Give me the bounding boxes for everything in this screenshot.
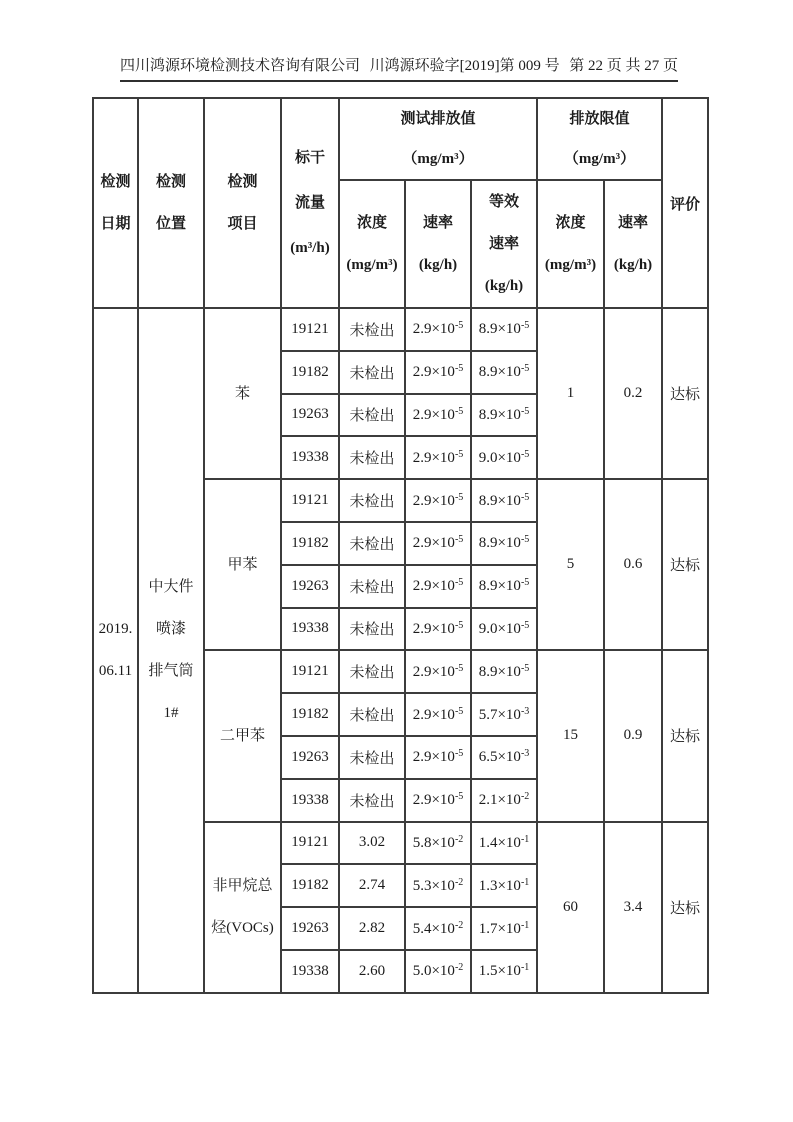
rate-exponent: -2 <box>454 833 464 845</box>
rate-cell <box>405 522 471 565</box>
flow-cell: 19182 <box>281 864 339 907</box>
evaluation-cell: 达标 <box>662 479 708 650</box>
evaluation-cell: 达标 <box>662 308 708 479</box>
item-line: 非甲烷总 <box>212 878 273 895</box>
rate-value: 2.9×10 <box>412 749 455 766</box>
doc-number: 川鸿源环验字[2019]第 009 号 <box>369 58 560 74</box>
page-header <box>120 54 678 82</box>
equiv-cell <box>471 650 537 693</box>
flow-cell: 19182 <box>281 351 339 394</box>
header-line: （mg/m³） <box>563 151 636 167</box>
header-line: 浓度 <box>356 215 387 231</box>
rate-value: 2.9×10 <box>412 321 455 338</box>
equiv-value: 6.5×10 <box>478 749 521 766</box>
item-cell <box>204 308 281 479</box>
rate-value: 2.9×10 <box>412 578 455 595</box>
col-header-date <box>93 98 138 308</box>
item-line: 烃(VOCs) <box>211 920 274 937</box>
conc-cell: 未检出 <box>339 479 405 522</box>
rate-cell <box>405 565 471 608</box>
rate-cell <box>405 650 471 693</box>
equiv-value: 2.1×10 <box>478 792 521 809</box>
rate-cell <box>405 693 471 736</box>
equiv-value: 8.9×10 <box>478 535 521 552</box>
date-cell <box>93 308 138 993</box>
flow-cell: 19338 <box>281 779 339 822</box>
item-cell <box>204 479 281 650</box>
header-line: 检测 <box>100 174 131 190</box>
company-name: 四川鸿源环境检测技术咨询有限公司 <box>120 58 361 74</box>
location-line: 喷漆 <box>155 621 186 638</box>
equiv-cell <box>471 351 537 394</box>
header-line: (m³/h) <box>290 239 330 256</box>
header-line: (kg/h) <box>418 257 458 273</box>
equiv-exponent: -3 <box>520 705 530 717</box>
item-line: 二甲苯 <box>219 727 265 744</box>
equiv-cell <box>471 779 537 822</box>
rate-exponent: -5 <box>454 534 464 546</box>
conc-cell: 未检出 <box>339 308 405 351</box>
equiv-cell <box>471 736 537 779</box>
header-line: 日期 <box>100 216 131 232</box>
col-header-limit-conc <box>537 180 604 308</box>
equiv-cell <box>471 394 537 437</box>
header-line: （mg/m³） <box>402 151 474 167</box>
equiv-cell <box>471 950 537 993</box>
flow-cell: 19263 <box>281 907 339 950</box>
rate-exponent: -5 <box>454 791 464 803</box>
limit-conc-cell: 15 <box>537 650 604 821</box>
col-header-flow <box>281 98 339 308</box>
rate-cell <box>405 436 471 479</box>
rate-value: 5.0×10 <box>412 963 455 980</box>
rate-value: 2.9×10 <box>412 663 455 680</box>
equiv-exponent: -5 <box>520 320 530 332</box>
equiv-value: 8.9×10 <box>478 492 521 509</box>
col-header-location <box>138 98 204 308</box>
equiv-exponent: -5 <box>520 491 530 503</box>
col-header-test-conc <box>339 180 405 308</box>
flow-cell: 19338 <box>281 608 339 651</box>
equiv-cell <box>471 693 537 736</box>
equiv-value: 9.0×10 <box>478 449 521 466</box>
conc-cell: 未检出 <box>339 608 405 651</box>
conc-cell: 2.60 <box>339 950 405 993</box>
rate-value: 5.4×10 <box>412 920 455 937</box>
location-line: 中大件 <box>148 579 194 596</box>
limit-conc-cell: 1 <box>537 308 604 479</box>
header-line: 流量 <box>294 194 325 211</box>
equiv-exponent: -3 <box>520 748 530 760</box>
conc-cell: 未检出 <box>339 779 405 822</box>
equiv-value: 9.0×10 <box>478 620 521 637</box>
rate-cell <box>405 351 471 394</box>
flow-cell: 19338 <box>281 436 339 479</box>
page-info: 第 22 页 共 27 页 <box>569 58 678 74</box>
rate-value: 2.9×10 <box>412 792 455 809</box>
rate-exponent: -5 <box>454 662 464 674</box>
header-line: 排放限值 <box>569 111 630 127</box>
rate-value: 2.9×10 <box>412 706 455 723</box>
equiv-cell <box>471 565 537 608</box>
rate-cell <box>405 864 471 907</box>
rate-cell <box>405 736 471 779</box>
conc-cell: 未检出 <box>339 436 405 479</box>
limit-rate-cell: 3.4 <box>604 822 662 993</box>
location-line: 1# <box>163 705 179 722</box>
item-line: 甲苯 <box>227 556 258 573</box>
header-line: 浓度 <box>555 215 586 231</box>
equiv-exponent: -1 <box>520 833 530 845</box>
rate-value: 2.9×10 <box>412 535 455 552</box>
col-header-item <box>204 98 281 308</box>
header-line: 等效 <box>488 194 519 210</box>
rate-exponent: -5 <box>454 705 464 717</box>
rate-exponent: -5 <box>454 619 464 631</box>
equiv-value: 8.9×10 <box>478 321 521 338</box>
header-line: 位置 <box>155 216 186 232</box>
header-row-1 <box>93 98 708 180</box>
col-header-evaluation: 评价 <box>662 98 708 308</box>
equiv-value: 8.9×10 <box>478 578 521 595</box>
rate-cell <box>405 479 471 522</box>
header-line: 标干 <box>294 149 325 166</box>
rate-exponent: -5 <box>454 405 464 417</box>
conc-cell: 未检出 <box>339 565 405 608</box>
header-line: (mg/m³) <box>346 257 398 273</box>
item-cell <box>204 650 281 821</box>
rate-exponent: -2 <box>454 876 464 888</box>
flow-cell: 19121 <box>281 822 339 865</box>
flow-cell: 19182 <box>281 693 339 736</box>
equiv-exponent: -5 <box>520 534 530 546</box>
item-line: 苯 <box>234 385 250 402</box>
conc-cell: 未检出 <box>339 650 405 693</box>
header-line: 项目 <box>227 216 258 232</box>
col-header-test-rate <box>405 180 471 308</box>
equiv-value: 8.9×10 <box>478 364 521 381</box>
equiv-value: 8.9×10 <box>478 406 521 423</box>
item-cell <box>204 822 281 993</box>
header-line: (kg/h) <box>613 257 653 273</box>
col-header-test-equiv <box>471 180 537 308</box>
conc-cell: 未检出 <box>339 351 405 394</box>
rate-value: 2.9×10 <box>412 364 455 381</box>
equiv-exponent: -5 <box>520 363 530 375</box>
flow-cell: 19121 <box>281 308 339 351</box>
conc-cell: 未检出 <box>339 394 405 437</box>
table-row <box>93 308 708 351</box>
equiv-exponent: -1 <box>520 919 530 931</box>
date-line: 06.11 <box>98 663 133 680</box>
rate-value: 5.8×10 <box>412 834 455 851</box>
rate-cell <box>405 907 471 950</box>
limit-rate-cell: 0.6 <box>604 479 662 650</box>
limit-rate-cell: 0.9 <box>604 650 662 821</box>
header-line: 速率 <box>488 236 519 252</box>
conc-cell: 2.82 <box>339 907 405 950</box>
equiv-value: 1.5×10 <box>478 963 521 980</box>
evaluation-cell: 达标 <box>662 822 708 993</box>
rate-value: 5.3×10 <box>412 877 455 894</box>
emission-test-table <box>92 97 709 994</box>
flow-cell: 19121 <box>281 479 339 522</box>
conc-cell: 3.02 <box>339 822 405 865</box>
col-header-limit-group <box>537 98 662 180</box>
equiv-cell <box>471 608 537 651</box>
header-line: 测试排放值 <box>400 111 476 127</box>
rate-exponent: -5 <box>454 577 464 589</box>
equiv-exponent: -5 <box>520 448 530 460</box>
equiv-exponent: -5 <box>520 577 530 589</box>
rate-value: 2.9×10 <box>412 449 455 466</box>
equiv-cell <box>471 522 537 565</box>
header-line: 检测 <box>155 174 186 190</box>
limit-conc-cell: 60 <box>537 822 604 993</box>
header-line: 速率 <box>617 215 648 231</box>
col-header-limit-rate <box>604 180 662 308</box>
flow-cell: 19338 <box>281 950 339 993</box>
equiv-exponent: -1 <box>520 962 530 974</box>
col-header-test-group <box>339 98 537 180</box>
flow-cell: 19263 <box>281 394 339 437</box>
equiv-cell <box>471 479 537 522</box>
rate-value: 2.9×10 <box>412 492 455 509</box>
evaluation-cell: 达标 <box>662 650 708 821</box>
equiv-exponent: -5 <box>520 619 530 631</box>
rate-exponent: -2 <box>454 919 464 931</box>
rate-cell <box>405 608 471 651</box>
equiv-cell <box>471 907 537 950</box>
rate-cell <box>405 779 471 822</box>
rate-cell <box>405 950 471 993</box>
rate-exponent: -5 <box>454 363 464 375</box>
rate-exponent: -5 <box>454 491 464 503</box>
rate-exponent: -2 <box>454 962 464 974</box>
header-line: 速率 <box>422 215 453 231</box>
rate-exponent: -5 <box>454 448 464 460</box>
limit-rate-cell: 0.2 <box>604 308 662 479</box>
conc-cell: 未检出 <box>339 522 405 565</box>
limit-conc-cell: 5 <box>537 479 604 650</box>
header-line: 检测 <box>227 174 258 190</box>
date-line: 2019. <box>98 621 133 638</box>
flow-cell: 19263 <box>281 565 339 608</box>
flow-cell: 19263 <box>281 736 339 779</box>
equiv-value: 1.7×10 <box>478 920 521 937</box>
rate-value: 2.9×10 <box>412 406 455 423</box>
equiv-exponent: -5 <box>520 662 530 674</box>
rate-exponent: -5 <box>454 320 464 332</box>
flow-cell: 19182 <box>281 522 339 565</box>
rate-cell <box>405 394 471 437</box>
equiv-value: 5.7×10 <box>478 706 521 723</box>
conc-cell: 未检出 <box>339 693 405 736</box>
equiv-cell <box>471 864 537 907</box>
equiv-value: 8.9×10 <box>478 663 521 680</box>
location-line: 排气筒 <box>148 663 194 680</box>
rate-cell <box>405 822 471 865</box>
equiv-cell <box>471 436 537 479</box>
equiv-value: 1.3×10 <box>478 877 521 894</box>
header-line: (kg/h) <box>484 278 524 294</box>
equiv-cell <box>471 308 537 351</box>
equiv-exponent: -1 <box>520 876 530 888</box>
flow-cell: 19121 <box>281 650 339 693</box>
equiv-cell <box>471 822 537 865</box>
conc-cell: 2.74 <box>339 864 405 907</box>
conc-cell: 未检出 <box>339 736 405 779</box>
equiv-exponent: -2 <box>520 791 530 803</box>
rate-value: 2.9×10 <box>412 620 455 637</box>
location-cell <box>138 308 204 993</box>
rate-exponent: -5 <box>454 748 464 760</box>
equiv-value: 1.4×10 <box>478 834 521 851</box>
header-line: (mg/m³) <box>544 257 597 273</box>
rate-cell <box>405 308 471 351</box>
equiv-exponent: -5 <box>520 405 530 417</box>
